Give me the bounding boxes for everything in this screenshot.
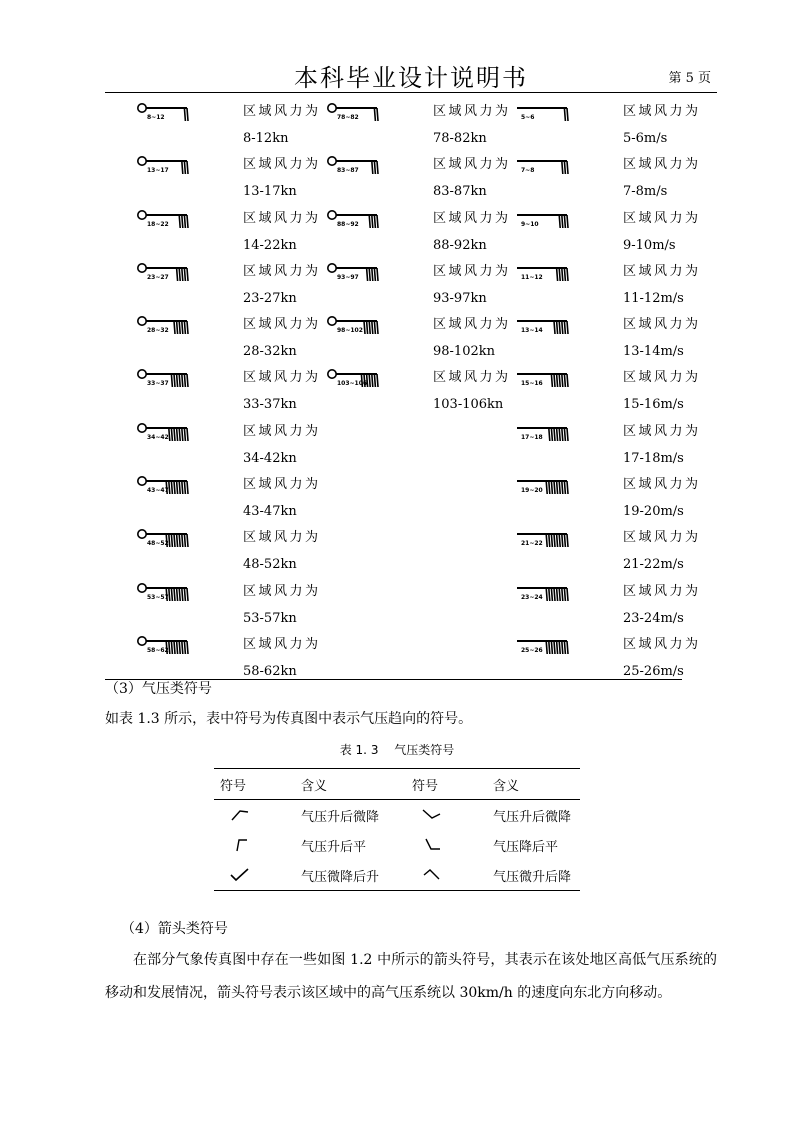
wind-description-range: 33-37kn (243, 397, 297, 413)
rise-then-slight-fall-icon (214, 800, 295, 831)
fall-then-steady-icon (406, 830, 487, 860)
wind-description (243, 471, 321, 525)
wind-description-label: 区域风力为 (433, 210, 511, 226)
wind-barb-icon (513, 417, 583, 445)
wind-description-label: 区域风力为 (243, 423, 321, 439)
wind-barb-icon (133, 630, 203, 658)
svg-text:21~22: 21~22 (521, 540, 543, 548)
wind-description-range: 34-42kn (243, 450, 297, 466)
wind-description-label: 区域风力为 (623, 583, 701, 599)
wind-description-label: 区域风力为 (243, 157, 321, 173)
wind-description (243, 418, 321, 472)
wind-description-range: 53-57kn (243, 610, 297, 626)
table-header-row (214, 769, 580, 800)
meaning-cell: 气压升后微降 (493, 809, 572, 825)
wind-description (623, 151, 701, 205)
wind-description (243, 578, 321, 632)
document-title: 本科毕业设计说明书 (294, 64, 528, 92)
svg-text:88~92: 88~92 (337, 220, 359, 228)
fall-then-rise-icon (406, 800, 487, 831)
wind-description-range: 5-6m/s (623, 131, 668, 146)
wind-description (623, 205, 701, 259)
svg-text:43~47: 43~47 (147, 487, 169, 495)
wind-description-label: 区域风力为 (243, 530, 321, 546)
wind-description-range: 9-10m/s (623, 237, 676, 253)
wind-description (623, 311, 701, 365)
wind-description-label: 区域风力为 (623, 477, 701, 493)
wind-description-range: 25-26m/s (623, 663, 684, 679)
wind-description-range: 13-17kn (243, 184, 297, 200)
wind-description-label: 区域风力为 (623, 263, 701, 279)
svg-text:58~62: 58~62 (147, 646, 169, 654)
wind-description-range: 19-20m/s (623, 504, 684, 520)
wind-description-range: 15-16m/s (623, 397, 684, 413)
wind-description-label: 区域风力为 (623, 370, 701, 386)
header-symbol: 符号 (214, 769, 295, 800)
wind-description-range: 58-62kn (243, 663, 297, 679)
wind-description (623, 578, 701, 632)
meaning-cell: 气压微降后升 (295, 860, 406, 891)
meaning-cell: 气压微升后降 (487, 860, 580, 891)
wind-description (623, 258, 701, 312)
wind-description (623, 631, 701, 685)
svg-text:98~102: 98~102 (337, 327, 363, 335)
wind-barb-icon (133, 363, 203, 391)
wind-description-label: 区域风力为 (623, 317, 701, 333)
wind-barb-icon (323, 204, 393, 232)
svg-text:83~87: 83~87 (337, 167, 359, 175)
wind-description-label: 区域风力为 (433, 317, 511, 333)
wind-description-range: 21-22m/s (623, 557, 684, 573)
wind-description (243, 151, 321, 205)
wind-description (243, 98, 321, 152)
wind-barb-icon (133, 97, 203, 125)
wind-barb-icon (133, 417, 203, 445)
wind-description-range: 11-12m/s (623, 290, 684, 306)
wind-description (243, 258, 321, 312)
wind-barb-icon (513, 630, 583, 658)
header-meaning: 含义 (295, 769, 406, 800)
svg-text:103~106: 103~106 (337, 380, 368, 388)
wind-description-label: 区域风力为 (623, 636, 701, 652)
wind-description-range: 23-27kn (243, 290, 297, 306)
svg-text:19~20: 19~20 (521, 487, 543, 495)
svg-text:25~26: 25~26 (521, 646, 543, 654)
wind-description (243, 631, 321, 685)
wind-description-range: 88-92kn (433, 237, 487, 253)
wind-description (433, 151, 511, 205)
wind-description-label: 区域风力为 (433, 370, 511, 386)
wind-description-label: 区域风力为 (433, 104, 511, 119)
wind-barb-icon (133, 577, 203, 605)
wind-description-range: 8-12kn (243, 131, 289, 146)
svg-text:5~6: 5~6 (521, 114, 535, 121)
wind-description (433, 364, 511, 418)
svg-text:15~16: 15~16 (521, 380, 543, 388)
svg-text:7~8: 7~8 (521, 167, 535, 175)
wind-description-label: 区域风力为 (243, 370, 321, 386)
wind-description-label: 区域风力为 (243, 210, 321, 226)
wind-symbol-table (105, 93, 701, 680)
meaning-cell: 气压降后平 (493, 839, 559, 855)
wind-description (623, 364, 701, 418)
wind-description-label: 区域风力为 (243, 636, 321, 652)
wind-barb-icon (133, 257, 203, 285)
wind-description-range: 48-52kn (243, 557, 297, 573)
table-row (214, 860, 580, 891)
svg-text:48~52: 48~52 (147, 540, 169, 548)
wind-description-range: 98-102kn (433, 344, 495, 360)
page-number: 第 5 页 (668, 71, 711, 86)
wind-description-label: 区域风力为 (243, 477, 321, 493)
table-row (214, 830, 580, 860)
meaning-cell: 气压升后平 (301, 839, 367, 855)
wind-description-range: 13-14m/s (623, 344, 684, 360)
wind-barb-icon (513, 577, 583, 605)
wind-description (623, 524, 701, 578)
svg-text:8~12: 8~12 (147, 114, 165, 121)
wind-description (433, 205, 511, 259)
wind-description-range: 23-24m/s (623, 610, 684, 626)
svg-text:9~10: 9~10 (521, 220, 539, 228)
wind-description (243, 524, 321, 578)
page-header (105, 58, 717, 93)
pressure-symbol-table (214, 768, 580, 891)
wind-barb-icon (323, 363, 393, 391)
wind-barb-icon (513, 257, 583, 285)
wind-description-range: 83-87kn (433, 184, 487, 200)
meaning-cell: 气压升后微降 (301, 809, 380, 825)
wind-description-label: 区域风力为 (623, 423, 701, 439)
wind-description (243, 205, 321, 259)
wind-description-label: 区域风力为 (243, 317, 321, 333)
wind-description-range: 103-106kn (433, 397, 504, 413)
wind-description-label: 区域风力为 (243, 263, 321, 279)
wind-barb-icon (513, 204, 583, 232)
wind-description-label: 区域风力为 (623, 157, 701, 173)
svg-text:13~14: 13~14 (521, 327, 543, 335)
wind-description-label: 区域风力为 (433, 263, 511, 279)
wind-description-label: 区域风力为 (243, 104, 321, 119)
wind-description-label: 区域风力为 (623, 210, 701, 226)
wind-description-label: 区域风力为 (243, 583, 321, 599)
svg-text:23~27: 23~27 (147, 273, 169, 281)
wind-barb-icon (513, 150, 583, 178)
header-meaning: 含义 (487, 769, 580, 800)
wind-description-range: 78-82kn (433, 131, 487, 146)
wind-description (433, 311, 511, 365)
wind-description-range: 17-18m/s (623, 450, 684, 466)
wind-barb-icon (513, 470, 583, 498)
wind-description-range: 7-8m/s (623, 184, 668, 200)
wind-description-label: 区域风力为 (623, 530, 701, 546)
svg-text:28~32: 28~32 (147, 327, 169, 335)
wind-barb-icon (513, 363, 583, 391)
wind-description (623, 418, 701, 472)
wind-barb-icon (513, 310, 583, 338)
svg-text:17~18: 17~18 (521, 433, 543, 441)
wind-description (433, 258, 511, 312)
wind-barb-icon (323, 310, 393, 338)
rise-then-fall-icon (406, 860, 487, 891)
wind-barb-icon (513, 523, 583, 551)
wind-description (243, 364, 321, 418)
table-row (214, 800, 580, 831)
section4-paragraph: 在部分气象传真图中存在一些如图 1.2 中所示的箭头符号，其表示在该处地区高低气压系统的移动和发展情况，箭头符号表示该区域中的高气压系统以 30km/h 的速度向东北方向移动。 (105, 952, 717, 1001)
section3-intro: 如表 1.3 所示，表中符号为传真图中表示气压趋向的符号。 (105, 711, 473, 727)
svg-text:53~57: 53~57 (147, 593, 169, 601)
wind-barb-icon (323, 257, 393, 285)
wind-barb-icon (513, 97, 583, 125)
wind-barb-icon (133, 204, 203, 232)
wind-description-range: 28-32kn (243, 344, 297, 360)
svg-text:93~97: 93~97 (337, 273, 359, 281)
table-caption: 表 1. 3 气压类符号 (339, 743, 455, 757)
section3-title: （3）气压类符号 (105, 681, 212, 697)
header-symbol: 符号 (406, 769, 487, 800)
wind-description (623, 471, 701, 525)
wind-description (433, 98, 511, 152)
svg-text:33~37: 33~37 (147, 380, 169, 388)
wind-description (243, 311, 321, 365)
wind-description-label: 区域风力为 (623, 104, 701, 119)
wind-description-label: 区域风力为 (433, 157, 511, 173)
svg-text:23~24: 23~24 (521, 593, 543, 601)
svg-text:18~22: 18~22 (147, 220, 169, 228)
wind-barb-icon (133, 470, 203, 498)
wind-description-range: 14-22kn (243, 237, 297, 253)
wind-description (623, 98, 701, 152)
wind-barb-icon (133, 150, 203, 178)
slight-fall-then-rise-icon (214, 860, 295, 891)
svg-text:13~17: 13~17 (147, 167, 169, 175)
wind-description-range: 43-47kn (243, 504, 297, 520)
wind-barb-icon (133, 310, 203, 338)
section4-title: （4）箭头类符号 (121, 921, 228, 937)
svg-text:11~12: 11~12 (521, 273, 543, 281)
wind-barb-icon (323, 97, 393, 125)
svg-text:78~82: 78~82 (337, 114, 359, 121)
wind-barb-icon (323, 150, 393, 178)
wind-barb-icon (133, 523, 203, 551)
wind-description-range: 93-97kn (433, 290, 487, 306)
rise-then-steady-icon (214, 830, 295, 860)
svg-text:34~42: 34~42 (147, 433, 169, 441)
